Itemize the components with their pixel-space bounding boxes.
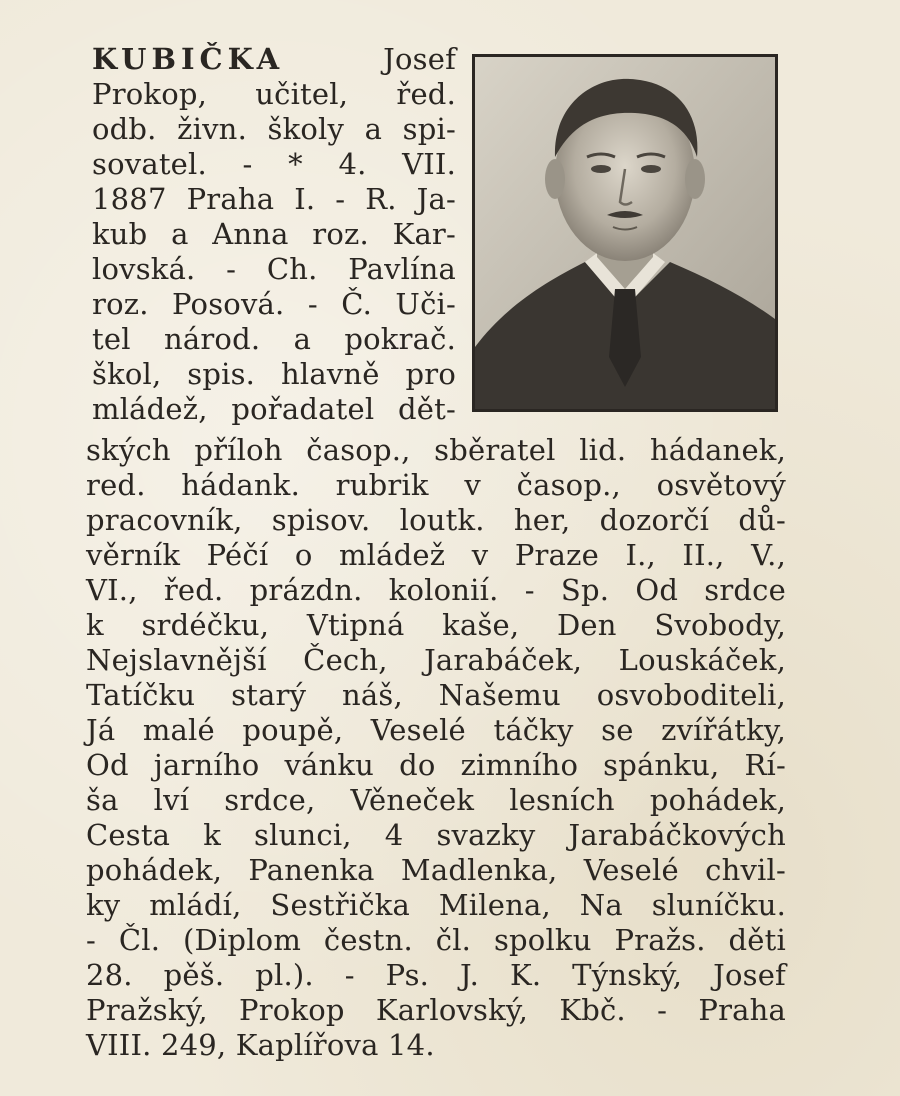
entry-line-14: pracovník, spisov. loutk. her, dozorčí dů-	[86, 503, 786, 537]
entry-line-12: ských příloh časop., sběratel lid. hádanek,	[86, 433, 786, 467]
entry-line-4: sovatel. - * 4. VII.	[92, 147, 456, 181]
entry-line-15: věrník Péčí o mládež v Praze I., II., V.,	[86, 538, 786, 572]
entry-line-13: red. hádank. rubrik v časop., osvětový	[86, 468, 786, 502]
entry-line-27: 28. pěš. pl.). - Ps. J. K. Týnský, Josef	[86, 958, 786, 992]
entry-line-9: tel národ. a pokrač.	[92, 322, 456, 356]
portrait-photo	[472, 54, 778, 412]
entry-line-19: Tatíčku starý náš, Našemu osvoboditeli,	[86, 678, 786, 712]
entry-given-name: Josef	[284, 42, 456, 76]
entry-line-5: 1887 Praha I. - R. Ja-	[92, 182, 456, 216]
entry-line-3: odb. živn. školy a spi-	[92, 112, 456, 146]
entry-line-2: Prokop, učitel, řed.	[92, 77, 456, 111]
entry-line-16: VI., řed. prázdn. kolonií. - Sp. Od srdce	[86, 573, 786, 607]
entry-line-8: roz. Posová. - Č. Uči-	[92, 287, 456, 321]
portrait-image	[475, 57, 775, 409]
entry-line-10: škol, spis. hlavně pro	[92, 357, 456, 391]
entry-line-18: Nejslavnější Čech, Jarabáček, Louskáček,	[86, 643, 786, 677]
entry-line-24: pohádek, Panenka Madlenka, Veselé chvil-	[86, 853, 786, 887]
entry-line-7: lovská. - Ch. Pavlína	[92, 252, 456, 286]
entry-line-25: ky mládí, Sestřička Milena, Na sluníčku.	[86, 888, 786, 922]
entry-line-20: Já malé poupě, Veselé táčky se zvířátky,	[86, 713, 786, 747]
entry-line-21: Od jarního vánku do zimního spánku, Rí-	[86, 748, 786, 782]
entry-surname: KUBIČKA	[92, 42, 285, 76]
entry-line-26: - Čl. (Diplom čestn. čl. spolku Pražs. děti	[86, 923, 786, 957]
entry-line-23: Cesta k slunci, 4 svazky Jarabáčkových	[86, 818, 786, 852]
entry-line-22: ša lví srdce, Věneček lesních pohádek,	[86, 783, 786, 817]
entry-line-29: VIII. 249, Kaplířova 14.	[86, 1028, 435, 1062]
entry-line-1	[92, 42, 456, 76]
entry-line-6: kub a Anna roz. Kar-	[92, 217, 456, 251]
entry-line-11: mládež, pořadatel dět-	[92, 392, 456, 426]
entry-line-28: Pražský, Prokop Karlovský, Kbč. - Praha	[86, 993, 786, 1027]
entry-line-17: k srdéčku, Vtipná kaše, Den Svobody,	[86, 608, 786, 642]
